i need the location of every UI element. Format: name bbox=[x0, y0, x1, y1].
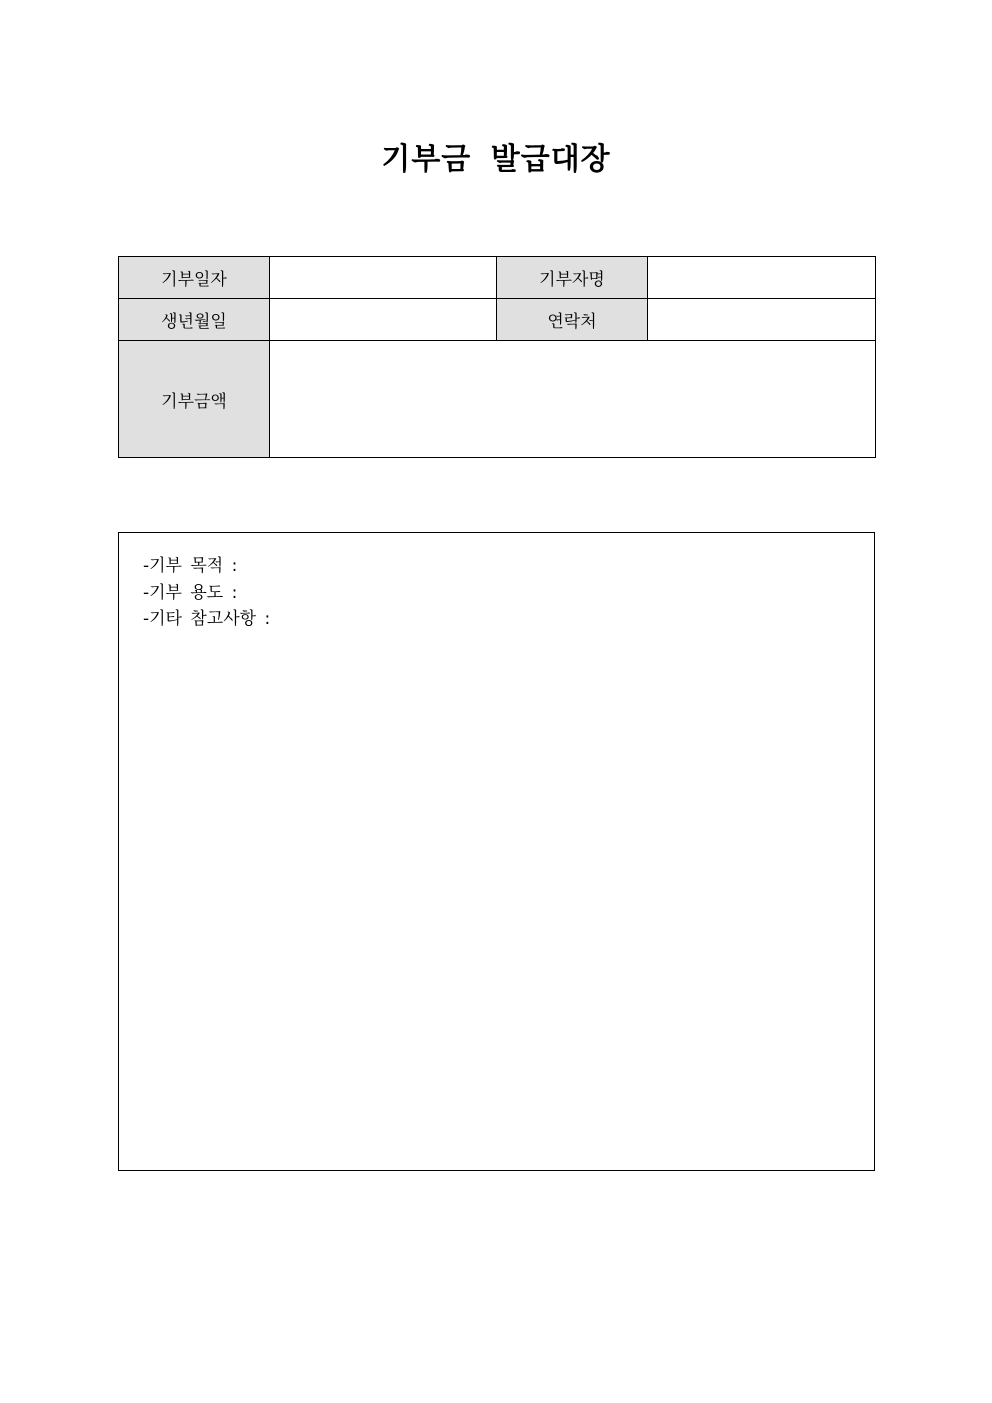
donation-amount-label: 기부금액 bbox=[119, 341, 270, 458]
donor-name-label: 기부자명 bbox=[497, 257, 648, 299]
donation-date-label: 기부일자 bbox=[119, 257, 270, 299]
birth-date-label: 생년월일 bbox=[119, 299, 270, 341]
donation-date-field[interactable] bbox=[270, 257, 497, 299]
table-row bbox=[119, 299, 876, 341]
contact-field[interactable] bbox=[648, 299, 876, 341]
table-row bbox=[119, 257, 876, 299]
donation-amount-field[interactable] bbox=[270, 341, 876, 458]
donation-info-table bbox=[118, 256, 876, 458]
donor-name-field[interactable] bbox=[648, 257, 876, 299]
table-row bbox=[119, 341, 876, 458]
other-remarks-line: -기타 참고사항 : bbox=[143, 609, 271, 629]
donation-purpose-line: -기부 목적 : bbox=[143, 556, 238, 576]
notes-box[interactable] bbox=[118, 532, 875, 1171]
birth-date-field[interactable] bbox=[270, 299, 497, 341]
contact-label: 연락처 bbox=[497, 299, 648, 341]
page-title: 기부금 발급대장 bbox=[381, 142, 611, 177]
notes-list bbox=[143, 553, 270, 633]
donation-usage-line: -기부 용도 : bbox=[143, 582, 238, 603]
